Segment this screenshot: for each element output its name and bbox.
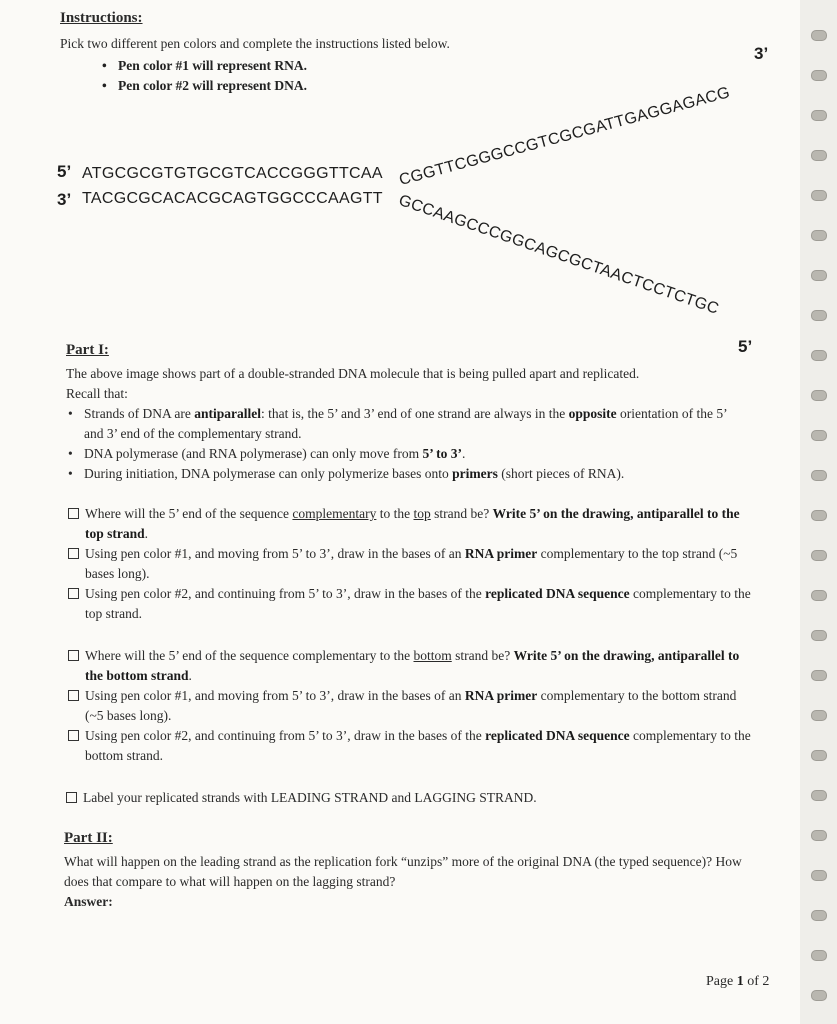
task-top-replicate bbox=[68, 584, 758, 624]
recall-2-text-a: DNA polymerase (and RNA polymerase) can only move from bbox=[84, 446, 423, 461]
b2-c: complementary to the bottom strand (~5 bases long). bbox=[85, 688, 737, 723]
page-number-suffix: of 2 bbox=[743, 974, 770, 989]
instructions-intro: Pick two different pen colors and complete the instructions listed below. bbox=[60, 36, 450, 51]
part2-question: What will happen on the leading strand as the replication fork “unzips” more of the original DNA (the typed sequence)? How does that compare to what will happen on the lagging strand? bbox=[64, 854, 742, 889]
bottom-strand-left-sequence: TACGCGCACACGCAGTGGCCCAAGTT bbox=[82, 190, 383, 207]
part1-heading: Part I: bbox=[66, 342, 109, 358]
binding-ring bbox=[811, 990, 827, 1001]
binding-ring bbox=[811, 510, 827, 521]
recall-1-bold-antiparallel: antiparallel bbox=[194, 406, 261, 421]
part1-intro-text: The above image shows part of a double-stranded DNA molecule that is being pulled apart and replicated. bbox=[66, 366, 640, 381]
b1-a: Where will the 5’ end of the sequence complementary to the bbox=[85, 648, 414, 663]
task-top-primer-text bbox=[85, 544, 758, 584]
task-bottom-5prime bbox=[68, 646, 758, 686]
binding-ring bbox=[811, 310, 827, 321]
page-number bbox=[706, 972, 769, 992]
binding-ring bbox=[811, 670, 827, 681]
binding-ring bbox=[811, 830, 827, 841]
recall-3-text-c: (short pieces of RNA). bbox=[497, 466, 625, 481]
recall-list bbox=[62, 404, 742, 484]
bottom-strand-3prime-label: 3’ bbox=[57, 190, 72, 209]
binding-ring bbox=[811, 230, 827, 241]
answer-label: Answer: bbox=[64, 894, 113, 909]
task-top-5prime bbox=[68, 504, 758, 544]
binding-ring bbox=[811, 710, 827, 721]
binding-ring bbox=[811, 390, 827, 401]
binding-ring bbox=[811, 190, 827, 201]
b2-a: Using pen color #1, and moving from 5’ to 3’, draw in the bases of an bbox=[85, 688, 465, 703]
recall-label: Recall that: bbox=[66, 386, 128, 401]
spiral-binding bbox=[800, 0, 837, 1024]
dna-fork-diagram bbox=[0, 0, 800, 360]
top-strand-5prime-label: 5’ bbox=[57, 162, 72, 181]
checkbox[interactable] bbox=[66, 792, 77, 803]
t1-underline: complementary bbox=[292, 506, 377, 521]
binding-ring bbox=[811, 630, 827, 641]
binding-ring bbox=[811, 470, 827, 481]
page-number-current: 1 bbox=[736, 974, 744, 989]
t1-bold: Write 5’ on the drawing, antiparallel to the top strand bbox=[85, 506, 740, 541]
checkbox[interactable] bbox=[68, 650, 79, 661]
task-bottom-replicate bbox=[68, 726, 758, 766]
binding-ring bbox=[811, 750, 827, 761]
bottom-strand-right-sequence: GCCAAGCCCGGCAGCGCTAACTCCTCTGC bbox=[396, 192, 721, 318]
recall-1-bold-opposite: opposite bbox=[568, 406, 617, 421]
binding-ring bbox=[811, 430, 827, 441]
binding-ring bbox=[811, 590, 827, 601]
binding-ring bbox=[811, 790, 827, 801]
t1-a: Where will the 5’ end of the sequence bbox=[85, 506, 293, 521]
instructions-heading: Instructions: bbox=[60, 10, 143, 26]
recall-antiparallel-item bbox=[62, 404, 742, 444]
binding-ring bbox=[811, 270, 827, 281]
part1-intro bbox=[66, 364, 746, 404]
top-strand-left-sequence: ATGCGCGTGTGCGTCACCGGGTTCAA bbox=[82, 165, 383, 182]
recall-1-text-a: Strands of DNA are bbox=[84, 406, 195, 421]
b2-bold: RNA primer bbox=[464, 688, 538, 703]
checkbox[interactable] bbox=[68, 508, 79, 519]
checkbox[interactable] bbox=[68, 548, 79, 559]
recall-polymerase-direction-item bbox=[62, 444, 742, 464]
task-bottom-primer-text bbox=[85, 686, 758, 726]
checkbox[interactable] bbox=[68, 730, 79, 741]
recall-3-text-a: During initiation, DNA polymerase can only polymerize bases onto bbox=[84, 466, 453, 481]
b3-c: complementary to the bottom strand. bbox=[85, 728, 751, 763]
top-strand-3prime-label: 3’ bbox=[754, 44, 769, 63]
task-top-primer bbox=[68, 544, 758, 584]
binding-ring bbox=[811, 550, 827, 561]
task-label-strands-text: Label your replicated strands with LEADING STRAND and LAGGING STRAND. bbox=[83, 790, 537, 805]
bottom-strand-tasks bbox=[68, 646, 758, 766]
task-label-strands bbox=[66, 788, 756, 808]
t3-a: Using pen color #2, and continuing from 5’ to 3’, draw in the bases of the bbox=[85, 586, 486, 601]
recall-primers-item bbox=[62, 464, 742, 484]
checkbox[interactable] bbox=[68, 690, 79, 701]
t3-bold: replicated DNA sequence bbox=[485, 586, 630, 601]
task-bottom-primer bbox=[68, 686, 758, 726]
t3-c: complementary to the top strand. bbox=[85, 586, 751, 621]
binding-ring bbox=[811, 870, 827, 881]
b3-a: Using pen color #2, and continuing from 5’ to 3’, draw in the bases of the bbox=[85, 728, 486, 743]
b1-underline: bottom bbox=[413, 648, 452, 663]
binding-ring bbox=[811, 910, 827, 921]
pen-color-2-item: • Pen color #2 will represent DNA. bbox=[96, 76, 307, 96]
recall-1-text-e: orientation of the 5’ and 3’ end of the complementary strand. bbox=[84, 406, 727, 441]
task-bottom-replicate-text bbox=[85, 726, 758, 766]
recall-2-text-c: . bbox=[462, 446, 466, 461]
t2-c: complementary to the top strand (~5 bases long). bbox=[85, 546, 738, 581]
t1-c: strand be? bbox=[430, 506, 493, 521]
t1-b: to the bbox=[376, 506, 414, 521]
b1-b: strand be? bbox=[451, 648, 514, 663]
binding-ring bbox=[811, 30, 827, 41]
checkbox[interactable] bbox=[68, 588, 79, 599]
b1-c: . bbox=[188, 668, 192, 683]
binding-ring bbox=[811, 150, 827, 161]
binding-ring bbox=[811, 350, 827, 361]
recall-2-bold: 5’ to 3’ bbox=[422, 446, 463, 461]
t1-d: . bbox=[144, 526, 149, 541]
task-top-5prime-text bbox=[85, 504, 758, 544]
binding-ring bbox=[811, 70, 827, 81]
top-strand-tasks bbox=[68, 504, 758, 624]
task-top-replicate-text bbox=[85, 584, 758, 624]
top-strand-right-sequence: CGGTTCGGGCCGTCGCGATTGAGGAGACG bbox=[397, 84, 732, 190]
b3-bold: replicated DNA sequence bbox=[485, 728, 630, 743]
recall-3-bold: primers bbox=[452, 466, 498, 481]
t2-bold: RNA primer bbox=[464, 546, 538, 561]
binding-ring bbox=[811, 110, 827, 121]
task-bottom-5prime-text bbox=[85, 646, 758, 686]
bottom-strand-5prime-label: 5’ bbox=[738, 337, 753, 356]
pen-color-1-item: • Pen color #1 will represent RNA. bbox=[96, 56, 307, 76]
part2-heading: Part II: bbox=[64, 830, 113, 846]
binding-ring bbox=[811, 950, 827, 961]
b1-bold: Write 5’ on the drawing, antiparallel to the bottom strand bbox=[85, 648, 740, 683]
t1-underline-top: top bbox=[413, 506, 431, 521]
recall-1-text-c: : that is, the 5’ and 3’ end of one strand are always in the bbox=[260, 406, 569, 421]
page-number-prefix: Page bbox=[706, 974, 737, 989]
t2-a: Using pen color #1, and moving from 5’ to 3’, draw in the bases of an bbox=[85, 546, 465, 561]
